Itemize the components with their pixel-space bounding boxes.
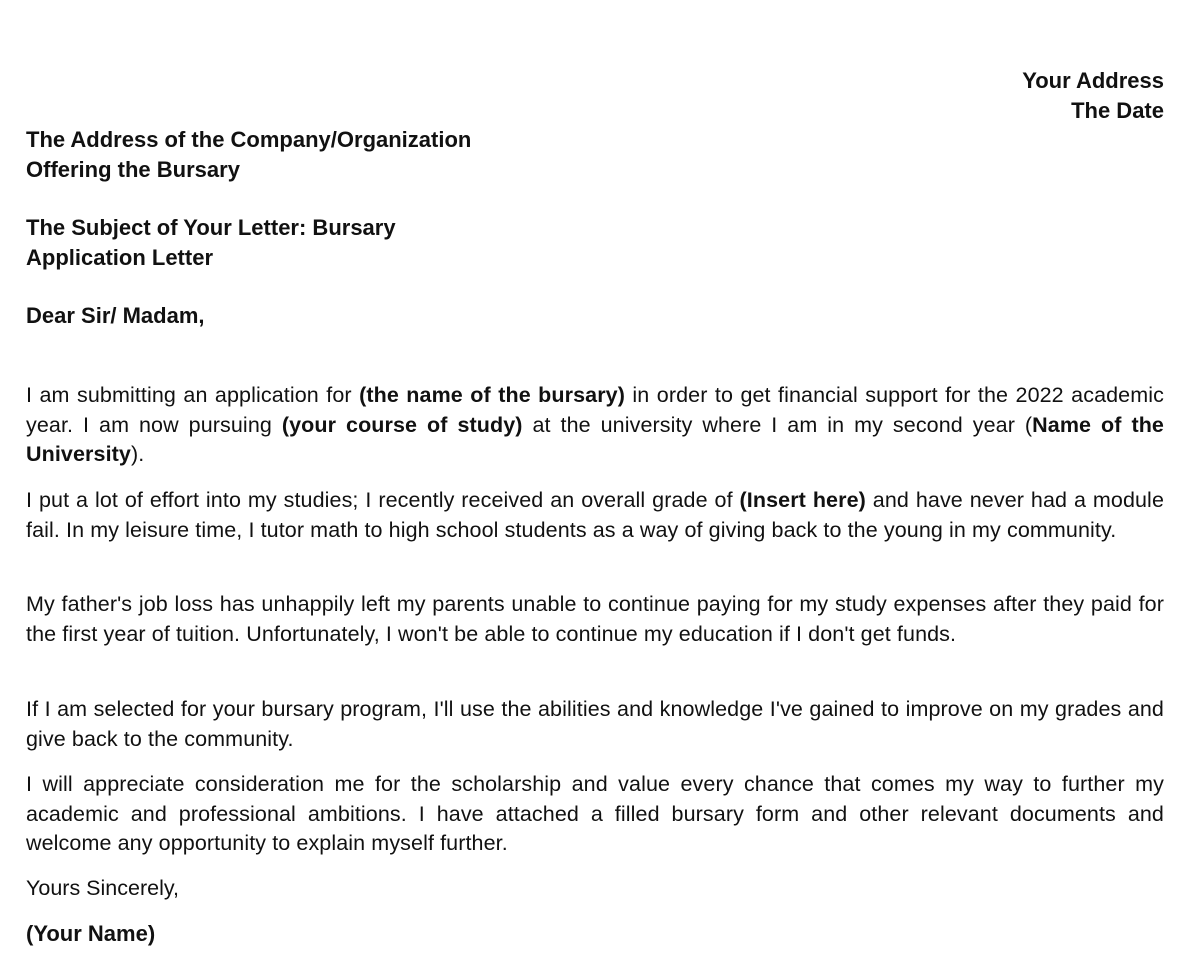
bursary-name-placeholder: (the name of the bursary) — [359, 383, 625, 407]
salutation: Dear Sir/ Madam, — [26, 303, 205, 328]
university-name-placeholder: Name of the University — [26, 412, 1164, 466]
paragraph-2-text-2: and have never had a module fail. In my leisure time, I tutor math to high school students as a way of giving back to the young in my community. — [26, 488, 1164, 542]
signature-name: (Your Name) — [26, 921, 156, 946]
paragraph-1-text-2: in order to get financial support for the 2022 academic year. I am now pursuing — [26, 383, 1164, 437]
recipient-address-line-1: The Address of the Company/Organization — [26, 127, 472, 152]
paragraph-financial-need: My father's job loss has unhappily left my parents unable to continue paying for my study expenses after they paid for the first year of tuition. Unfortunately, I won't be able to continue my education if I don't get funds. — [26, 592, 1164, 646]
subject-line-1: The Subject of Your Letter: Bursary — [26, 215, 396, 240]
sender-block — [1022, 66, 1164, 126]
paragraph-1-text-1: I am submitting an application for — [26, 383, 360, 407]
subject-block — [26, 213, 396, 273]
paragraph-appreciation: I will appreciate consideration me for the scholarship and value every chance that comes my way to further my academic and professional ambitions. I have attached a filled bursary form and other relevant documents and welcome any opportunity to explain myself further. — [26, 772, 1164, 855]
grade-placeholder: (Insert here) — [739, 488, 866, 512]
paragraph-application — [26, 381, 1164, 470]
sender-address: Your Address — [1022, 68, 1164, 93]
recipient-address-block — [26, 125, 471, 185]
course-of-study-placeholder: (your course of study) — [281, 412, 523, 437]
letter-page — [26, 0, 1164, 954]
letter-date: The Date — [1071, 98, 1164, 123]
paragraph-commitment: If I am selected for your bursary program, I'll use the abilities and knowledge I've gained to improve on my grades and give back to the community. — [26, 697, 1164, 751]
closing: Yours Sincerely, — [26, 876, 179, 900]
paragraph-1-text-3: at the university where I am in my second year ( — [522, 412, 1033, 437]
paragraph-1-text-4: ). — [130, 442, 145, 466]
paragraph-2-text-1: I put a lot of effort into my studies; I recently received an overall grade of — [26, 488, 740, 512]
paragraph-effort — [26, 486, 1164, 545]
subject-line-2: Application Letter — [26, 245, 214, 270]
recipient-address-line-2: Offering the Bursary — [26, 157, 240, 182]
